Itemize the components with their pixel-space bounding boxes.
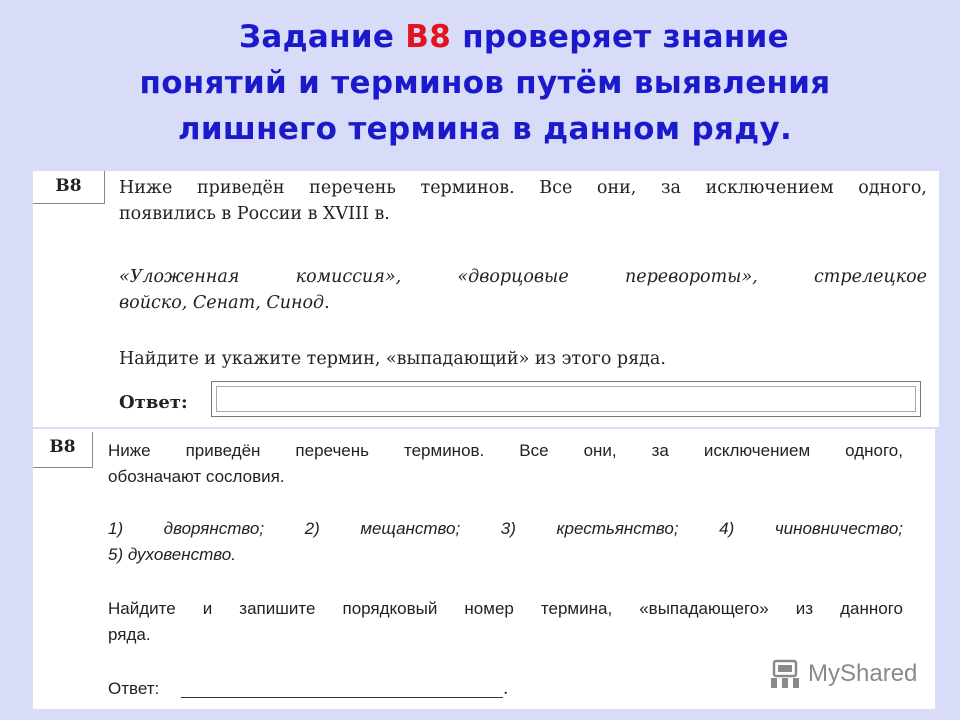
task-prompt-line: Ниже приведён перечень терминов. Все они, за исключением одного, bbox=[119, 178, 927, 198]
task-label: B8 bbox=[33, 171, 105, 204]
task-terms-line: «Уложенная комиссия», «дворцовые перевороты», стрелецкое bbox=[119, 267, 927, 287]
watermark bbox=[768, 655, 917, 693]
task-terms-line: 5) духовенство. bbox=[108, 545, 236, 564]
answer-input[interactable] bbox=[211, 381, 921, 417]
answer-label: Ответ: bbox=[119, 392, 188, 413]
title-line-1: Задание B8 проверяет знание bbox=[239, 19, 789, 55]
task-question: ряда. bbox=[108, 625, 151, 644]
watermark-text: MyShared bbox=[808, 660, 918, 687]
task-panel-1 bbox=[33, 171, 939, 427]
task-prompt-line: обозначают сословия. bbox=[108, 467, 285, 486]
task-question: Найдите и укажите термин, «выпадающий» из этого ряда. bbox=[119, 349, 666, 369]
title-line-3: лишнего термина в данном ряду. bbox=[177, 111, 793, 147]
answer-label: Ответ: bbox=[108, 679, 160, 698]
task-prompt-line: появились в России в XVIII в. bbox=[119, 204, 390, 224]
answer-line-field[interactable] bbox=[181, 697, 503, 698]
task-question: Найдите и запишите порядковый номер термина, «выпадающего» из данного bbox=[108, 599, 903, 618]
answer-end-dot: . bbox=[503, 679, 509, 699]
task-terms-line: войско, Сенат, Синод. bbox=[119, 293, 330, 313]
task-terms-line: 1) дворянство; 2) мещанство; 3) крестьянство; 4) чиновничество; bbox=[108, 519, 903, 538]
title-line-2: понятий и терминов путём выявления bbox=[139, 65, 831, 101]
task-prompt-line: Ниже приведён перечень терминов. Все они, за исключением одного, bbox=[108, 441, 903, 460]
task-label: B8 bbox=[33, 432, 93, 468]
title-task-code: B8 bbox=[405, 19, 452, 55]
slide-title bbox=[40, 14, 930, 152]
myshared-logo-icon bbox=[768, 657, 802, 691]
